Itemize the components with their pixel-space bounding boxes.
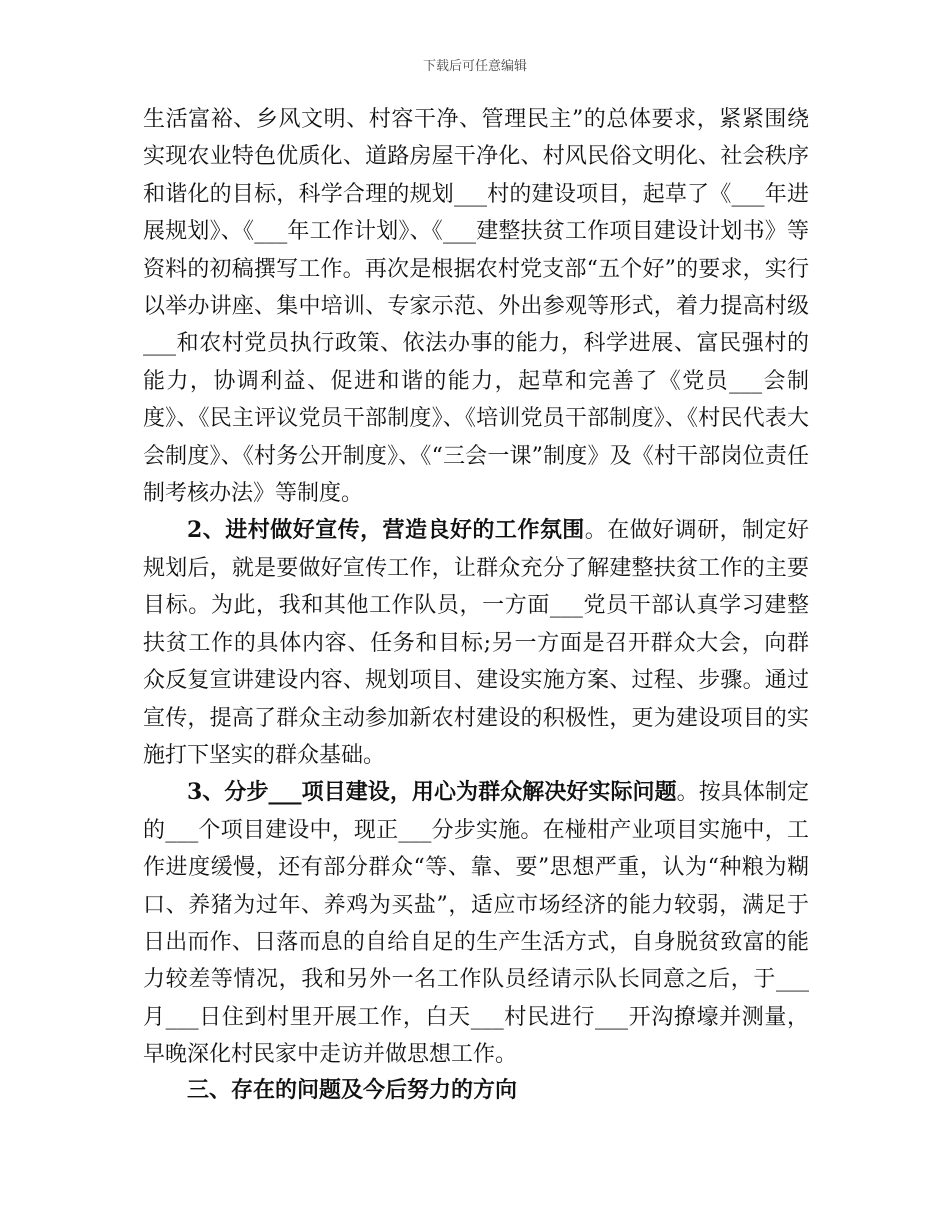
paragraph-lead: 2、进村做好宣传，营造良好的工作氛围	[187, 517, 585, 544]
paragraph-lead: 3、分步___项目建设，用心为群众解决好实际问题	[187, 779, 677, 806]
paragraph-projects	[143, 774, 809, 1073]
page-header-note: 下载后可任意编辑	[422, 59, 527, 74]
paragraph-text: 。按具体制定的___个项目建设中，现正___分步实施。在椪柑产业项目实施中，工作进度缓慢，还有部分群众“等、靠、要”思想严重，认为“种粮为糊口、养猪为过年、养鸡为买盐”，适应市场经济的能力较弱，满足于日出而作、日落而息的自给自足的生产生活方式，自身脱贫致富的能力较差等情况，我和另外一名工作队员经请示队长同意之后，于___月___日住到村里开展工作，白天___村民进行___开沟撩壕并测量，早晚深化村民家中走访并做思想工作。	[143, 780, 809, 1068]
section-heading: 三、存在的问题及今后努力的方向	[187, 1077, 518, 1103]
paragraph-publicity	[143, 512, 809, 774]
paragraph-text: 。在做好调研，制定好规划后，就是要做好宣传工作，让群众充分了解建整扶贫工作的主要目标。为此，我和其他工作队员，一方面___党员干部认真学习建整扶贫工作的具体内容、任务和目标;另一方面是召开群众大会，向群众反复宣讲建设内容、规划项目、建设实施方案、过程、步骤。通过宣传，提高了群众主动参加新农村建设的积极性，更为建设项目的实施打下坚实的群众基础。	[143, 518, 809, 768]
paragraph-text: 生活富裕、乡风文明、村容干净、管理民主”的总体要求，紧紧围绕实现农业特色优质化、道路房屋干净化、村风民俗文明化、社会秩序和谐化的目标，科学合理的规划___村的建设项目，起草了《___年进展规划》、《___年工作计划》、《___建整扶贫工作项目建设计划书》等资料的初稿撰写工作。再次是根据农村党支部“五个好”的要求，实行以举办讲座、集中培训、专家示范、外出参观等形式，着力提高村级___和农村党员执行政策、依法办事的能力，科学进展、富民强村的能力，协调利益、促进和谐的能力，起草和完善了《党员___会制度》、《民主评议党员干部制度》、《培训党员干部制度》、《村民代表大会制度》、《村务公开制度》、《“三会一课”制度》及《村干部岗位责任制考核办法》等制度。	[143, 107, 809, 507]
paragraph-continued	[143, 101, 809, 512]
body-text	[143, 101, 809, 1074]
